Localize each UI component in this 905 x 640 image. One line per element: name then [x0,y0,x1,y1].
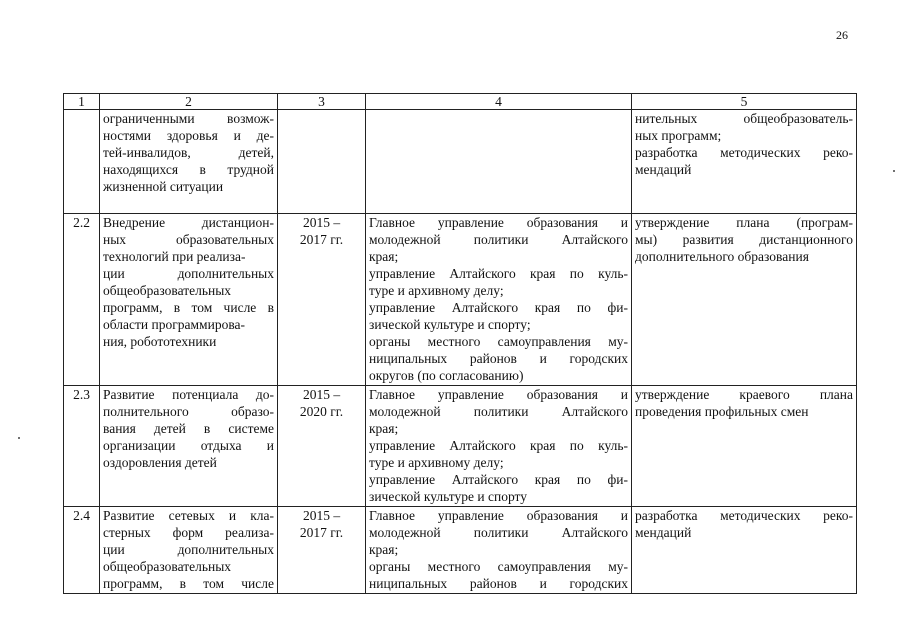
responsible-line: Главное управление образования и [369,387,628,402]
responsible-line: округов (по согласованию) [369,368,524,383]
result-line: проведения профильных смен [635,404,809,419]
term-line: 2017 гг. [299,232,344,247]
result-line: разработка методических реко- [635,145,853,160]
responsible-line: молодежной политики Алтайского [369,232,628,247]
column-number: 1 [64,94,100,110]
activity-line: организации отдыха и [103,438,274,453]
activity-cell [100,507,278,594]
activity-line: технологий при реализа- [103,249,246,264]
activity-line: Внедрение дистанцион- [103,215,274,230]
responsible-cell [366,507,632,594]
page-number: 26 [836,28,848,42]
responsible-line: края; [369,249,399,264]
activity-line: области программирова- [103,317,246,332]
responsible-line: молодежной политики Алтайского [369,525,628,540]
action-plan-table [63,93,857,594]
responsible-line: Главное управление образования и [369,508,628,523]
responsible-line: органы местного самоуправления му- [369,334,628,349]
term-line: 2015 – [302,215,341,230]
term-cell [278,386,366,507]
result-cell [632,507,857,594]
scan-speck [893,170,895,172]
responsible-line: управление Алтайского края по фи- [369,472,628,487]
responsible-line: Главное управление образования и [369,215,628,230]
activity-line: ции дополнительных [103,266,274,281]
activity-line: находящихся в трудной [103,162,274,177]
column-number: 2 [100,94,278,110]
responsible-line: края; [369,421,399,436]
term-line: 2017 гг. [299,525,344,540]
activity-line: Развитие потенциала до- [103,387,274,402]
activity-line: ции дополнительных [103,542,274,557]
responsible-cell [366,214,632,386]
activity-line: программ, в том числе в [103,300,274,315]
responsible-line: управление Алтайского края по куль- [369,266,628,281]
term-line: 2020 гг. [299,404,344,419]
responsible-line: края; [369,542,399,557]
item-number [64,110,100,214]
activity-line: жизненной ситуации [103,179,224,194]
result-cell [632,386,857,507]
result-line: мендаций [635,162,692,177]
table-row [64,110,857,214]
column-number: 4 [366,94,632,110]
activity-line: полнительного образо- [103,404,274,419]
activity-line: стерных форм реализа- [103,525,274,540]
responsible-cell [366,386,632,507]
responsible-line: органы местного самоуправления му- [369,559,628,574]
activity-line: ния, робототехники [103,334,217,349]
activity-line: ностями здоровья и де- [103,128,274,143]
result-line: дополнительного образования [635,249,809,264]
item-number: 2.4 [64,507,100,594]
activity-cell [100,214,278,386]
result-cell [632,110,857,214]
term-cell [278,110,366,214]
responsible-line: молодежной политики Алтайского [369,404,628,419]
responsible-line: управление Алтайского края по фи- [369,300,628,315]
activity-line: Развитие сетевых и кла- [103,508,274,523]
result-line: нительных общеобразователь- [635,111,853,126]
table-row [64,386,857,507]
responsible-line: зической культуре и спорту [369,489,527,504]
activity-line: ограниченными возмож- [103,111,274,126]
column-number: 3 [278,94,366,110]
activity-line: вания детей в системе [103,421,274,436]
responsible-line: ниципальных районов и городских [369,351,628,366]
term-line: 2015 – [302,387,341,402]
item-number: 2.3 [64,386,100,507]
column-number-row [64,94,857,110]
activity-cell [100,386,278,507]
result-line: утверждение краевого плана [635,387,853,402]
table-row [64,214,857,386]
responsible-line: ниципальных районов и городских [369,576,628,591]
scan-speck [18,437,20,439]
term-cell [278,214,366,386]
item-number: 2.2 [64,214,100,386]
responsible-line: туре и архивному делу; [369,455,504,470]
result-line: разработка методических реко- [635,508,853,523]
responsible-line: управление Алтайского края по куль- [369,438,628,453]
activity-line: тей-инвалидов, детей, [103,145,274,160]
activity-line: ных образовательных [103,232,274,247]
activity-line: оздоровления детей [103,455,217,470]
result-line: мы) развития дистанционного [635,232,853,247]
result-line: мендаций [635,525,692,540]
activity-line: общеобразовательных [103,559,232,574]
term-cell [278,507,366,594]
activity-line: общеобразовательных [103,283,232,298]
result-line: утверждение плана (програм- [635,215,853,230]
responsible-cell [366,110,632,214]
responsible-line: туре и архивному делу; [369,283,504,298]
result-line: ных программ; [635,128,722,143]
activity-line: программ, в том числе [103,576,274,591]
result-cell [632,214,857,386]
activity-cell [100,110,278,214]
responsible-line: зической культуре и спорту; [369,317,531,332]
table-row [64,507,857,594]
column-number: 5 [632,94,857,110]
term-line: 2015 – [302,508,341,523]
